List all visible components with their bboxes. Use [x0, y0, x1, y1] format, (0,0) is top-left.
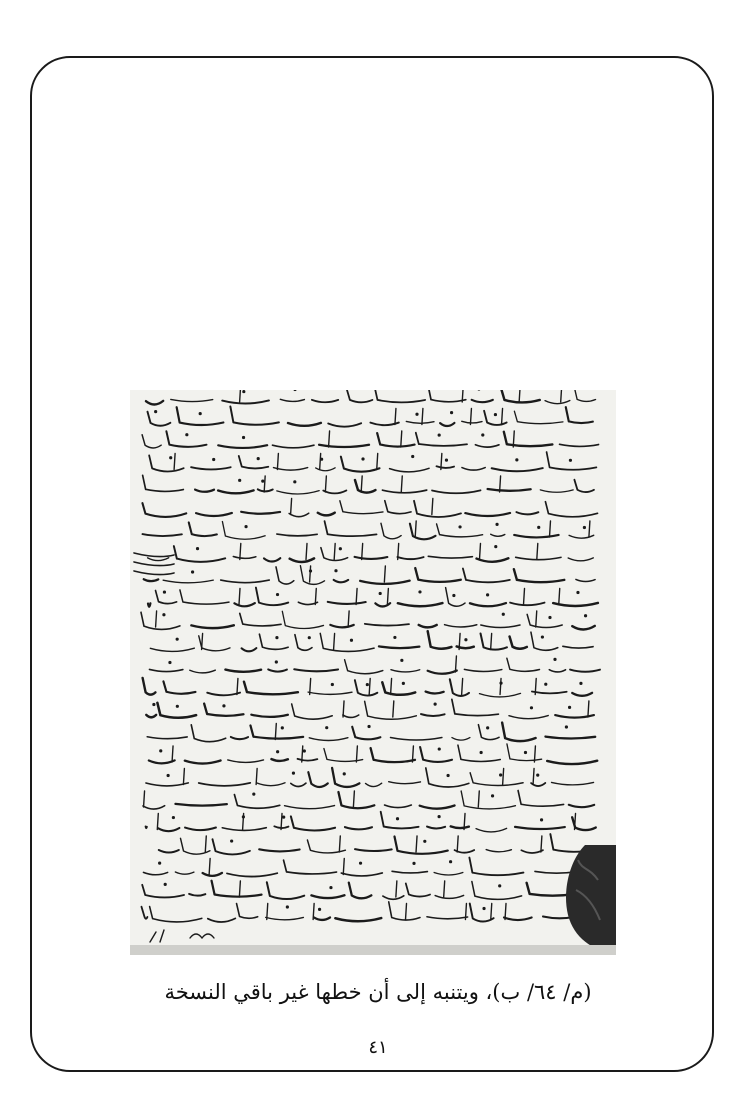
- page-number: ٤١: [368, 1037, 388, 1058]
- figure-caption: (م/ ٦٤/ ب)، ويتنبه إلى أن خطها غير باقي النسخة: [164, 980, 592, 1004]
- manuscript-page-image: [130, 390, 616, 955]
- manuscript-photo: [130, 390, 616, 955]
